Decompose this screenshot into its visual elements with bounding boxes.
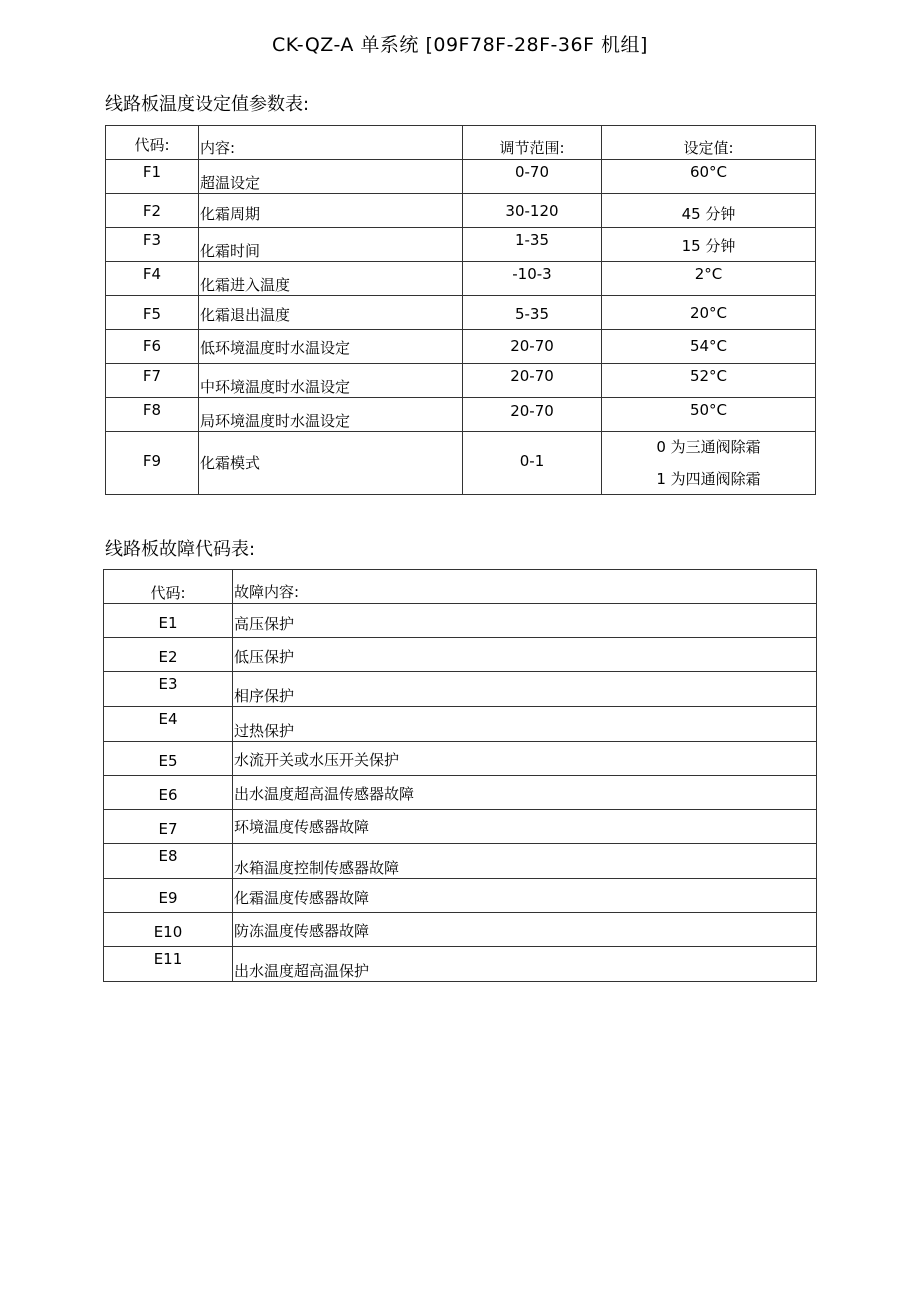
fault-code: E1 bbox=[104, 604, 233, 638]
param-code: F6 bbox=[106, 330, 199, 364]
table-row bbox=[106, 296, 816, 330]
param-range: 0-70 bbox=[463, 160, 602, 194]
param-range: 5-35 bbox=[463, 296, 602, 330]
fault-code: E9 bbox=[104, 879, 233, 913]
param-code: F3 bbox=[106, 228, 199, 262]
param-code: F9 bbox=[106, 432, 199, 495]
param-content: 化霜模式 bbox=[199, 432, 463, 495]
fault-content: 出水温度超高温传感器故障 bbox=[233, 776, 817, 810]
param-value bbox=[602, 432, 816, 495]
fault-content: 低压保护 bbox=[233, 638, 817, 672]
header-code: 代码: bbox=[106, 126, 199, 160]
param-value: 52°C bbox=[602, 364, 816, 398]
params-table bbox=[105, 125, 816, 495]
table-row bbox=[104, 879, 817, 913]
param-value-line1: 0 为三通阀除霜 bbox=[656, 438, 761, 456]
table-row bbox=[104, 638, 817, 672]
param-content: 局环境温度时水温设定 bbox=[199, 398, 463, 432]
param-content: 超温设定 bbox=[199, 160, 463, 194]
table-row bbox=[106, 262, 816, 296]
table-row bbox=[106, 160, 816, 194]
fault-content: 水流开关或水压开关保护 bbox=[233, 742, 817, 776]
param-range: 20-70 bbox=[463, 330, 602, 364]
param-range: 1-35 bbox=[463, 228, 602, 262]
param-content: 中环境温度时水温设定 bbox=[199, 364, 463, 398]
fault-content: 水箱温度控制传感器故障 bbox=[233, 844, 817, 879]
table-row bbox=[104, 672, 817, 707]
fault-code: E4 bbox=[104, 707, 233, 742]
header-code: 代码: bbox=[104, 570, 233, 604]
fault-content: 过热保护 bbox=[233, 707, 817, 742]
param-range: 0-1 bbox=[463, 432, 602, 495]
param-value: 60°C bbox=[602, 160, 816, 194]
param-code: F2 bbox=[106, 194, 199, 228]
table-row bbox=[106, 228, 816, 262]
param-value: 15 分钟 bbox=[602, 228, 816, 262]
param-code: F7 bbox=[106, 364, 199, 398]
param-range: 20-70 bbox=[463, 398, 602, 432]
fault-code: E6 bbox=[104, 776, 233, 810]
table-row bbox=[104, 742, 817, 776]
param-value: 2°C bbox=[602, 262, 816, 296]
table-row bbox=[104, 947, 817, 982]
param-value: 45 分钟 bbox=[602, 194, 816, 228]
header-content: 内容: bbox=[199, 126, 463, 160]
table-row bbox=[104, 810, 817, 844]
params-header-row bbox=[106, 126, 816, 160]
param-content: 化霜退出温度 bbox=[199, 296, 463, 330]
table-row bbox=[104, 913, 817, 947]
params-table-heading: 线路板温度设定值参数表: bbox=[105, 94, 310, 115]
fault-table bbox=[103, 569, 817, 982]
header-range: 调节范围: bbox=[463, 126, 602, 160]
header-content: 故障内容: bbox=[233, 570, 817, 604]
fault-code: E3 bbox=[104, 672, 233, 707]
param-value: 20°C bbox=[602, 296, 816, 330]
param-content: 化霜周期 bbox=[199, 194, 463, 228]
table-row bbox=[106, 432, 816, 495]
param-content: 化霜进入温度 bbox=[199, 262, 463, 296]
fault-content: 出水温度超高温保护 bbox=[233, 947, 817, 982]
fault-code: E7 bbox=[104, 810, 233, 844]
param-code: F8 bbox=[106, 398, 199, 432]
fault-content: 环境温度传感器故障 bbox=[233, 810, 817, 844]
fault-content: 高压保护 bbox=[233, 604, 817, 638]
param-content: 化霜时间 bbox=[199, 228, 463, 262]
fault-content: 相序保护 bbox=[233, 672, 817, 707]
table-row bbox=[104, 604, 817, 638]
fault-content: 化霜温度传感器故障 bbox=[233, 879, 817, 913]
fault-header-row bbox=[104, 570, 817, 604]
param-range: 20-70 bbox=[463, 364, 602, 398]
table-row bbox=[104, 776, 817, 810]
param-value-line2: 1 为四通阀除霜 bbox=[656, 470, 761, 488]
fault-code: E5 bbox=[104, 742, 233, 776]
param-content: 低环境温度时水温设定 bbox=[199, 330, 463, 364]
table-row bbox=[104, 844, 817, 879]
header-value: 设定值: bbox=[602, 126, 816, 160]
param-value: 54°C bbox=[602, 330, 816, 364]
param-range: -10-3 bbox=[463, 262, 602, 296]
table-row bbox=[106, 194, 816, 228]
table-row bbox=[106, 330, 816, 364]
fault-code: E2 bbox=[104, 638, 233, 672]
fault-code: E10 bbox=[104, 913, 233, 947]
param-range: 30-120 bbox=[463, 194, 602, 228]
fault-code: E8 bbox=[104, 844, 233, 879]
param-code: F5 bbox=[106, 296, 199, 330]
document-title: CK-QZ-A 单系统 [09F78F-28F-36F 机组] bbox=[272, 34, 648, 56]
table-row bbox=[106, 364, 816, 398]
fault-table-heading: 线路板故障代码表: bbox=[105, 539, 256, 560]
param-code: F4 bbox=[106, 262, 199, 296]
fault-code: E11 bbox=[104, 947, 233, 982]
param-value: 50°C bbox=[602, 398, 816, 432]
table-row bbox=[104, 707, 817, 742]
table-row bbox=[106, 398, 816, 432]
param-code: F1 bbox=[106, 160, 199, 194]
fault-content: 防冻温度传感器故障 bbox=[233, 913, 817, 947]
